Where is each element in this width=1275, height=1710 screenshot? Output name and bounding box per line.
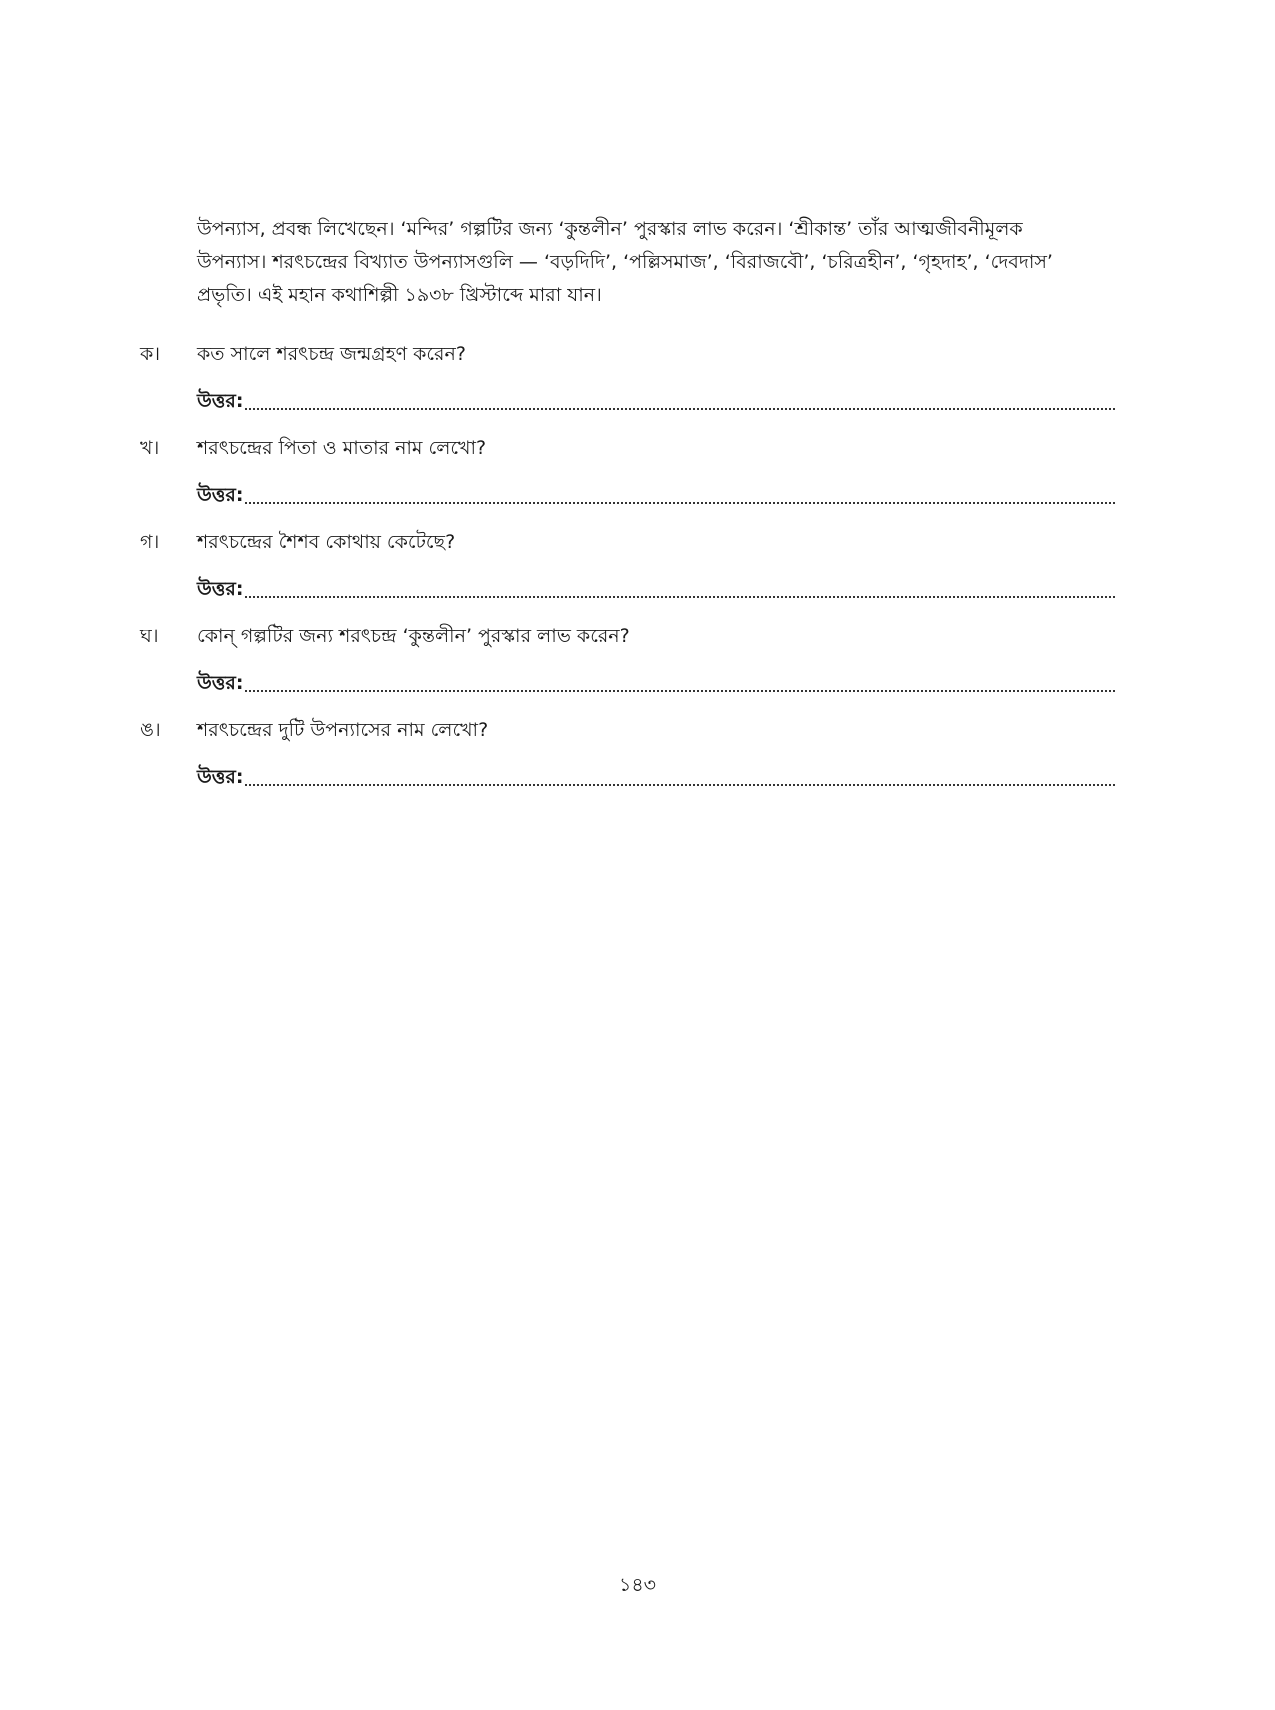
- answer-dotted-line[interactable]: [245, 502, 1115, 504]
- answer-line[interactable]: [197, 385, 1115, 417]
- answer-dotted-line[interactable]: [245, 784, 1115, 786]
- answer-dotted-line[interactable]: [245, 690, 1115, 692]
- answer-label: উত্তর:: [197, 578, 244, 600]
- passage-paragraph: [197, 213, 1132, 312]
- answer-line[interactable]: [197, 667, 1115, 699]
- question-text: কত সালে শরৎচন্দ্র জন্মগ্রহণ করেন?: [197, 343, 466, 365]
- answer-dotted-line[interactable]: [245, 596, 1115, 598]
- question-marker: ক।: [140, 343, 161, 365]
- passage-line: উপন্যাস, প্রবন্ধ লিখেছেন। ‘মন্দির’ গল্পটির জন্য ‘কুন্তলীন’ পুরস্কার লাভ করেন। ‘শ্রীকান্ত’ তাঁর আত্মজীবনীমূলক: [197, 218, 1023, 240]
- answer-label: উত্তর:: [197, 766, 244, 788]
- passage-line: উপন্যাস। শরৎচন্দ্রের বিখ্যাত উপন্যাসগুলি — ‘বড়দিদি’, ‘পল্লিসমাজ’, ‘বিরাজবৌ’, ‘চরিত্রহীন’, ‘গৃহদাহ’, ‘দেবদাস’: [197, 251, 1053, 273]
- page-number: ১৪৩: [618, 1574, 656, 1596]
- question-text: শরৎচন্দ্রের পিতা ও মাতার নাম লেখো?: [197, 437, 487, 459]
- answer-label: উত্তর:: [197, 484, 244, 506]
- answer-label: উত্তর:: [197, 672, 244, 694]
- answer-line[interactable]: [197, 761, 1115, 793]
- question-text: শরৎচন্দ্রের দুটি উপন্যাসের নাম লেখো?: [197, 719, 489, 741]
- passage-line: প্রভৃতি। এই মহান কথাশিল্পী ১৯৩৮ খ্রিস্টাব্দে মারা যান।: [197, 284, 602, 306]
- question-text: শরৎচন্দ্রের শৈশব কোথায় কেটেছে?: [197, 531, 456, 553]
- question-marker: খ।: [140, 437, 160, 459]
- answer-label: উত্তর:: [197, 390, 244, 412]
- question-marker: গ।: [140, 531, 160, 553]
- answer-dotted-line[interactable]: [245, 408, 1115, 410]
- answer-line[interactable]: [197, 479, 1115, 511]
- question-text: কোন্ গল্পটির জন্য শরৎচন্দ্র ‘কুন্তলীন’ পুরস্কার লাভ করেন?: [197, 625, 630, 647]
- question-marker: ঙ।: [140, 719, 161, 741]
- question-marker: ঘ।: [140, 625, 159, 647]
- answer-line[interactable]: [197, 573, 1115, 605]
